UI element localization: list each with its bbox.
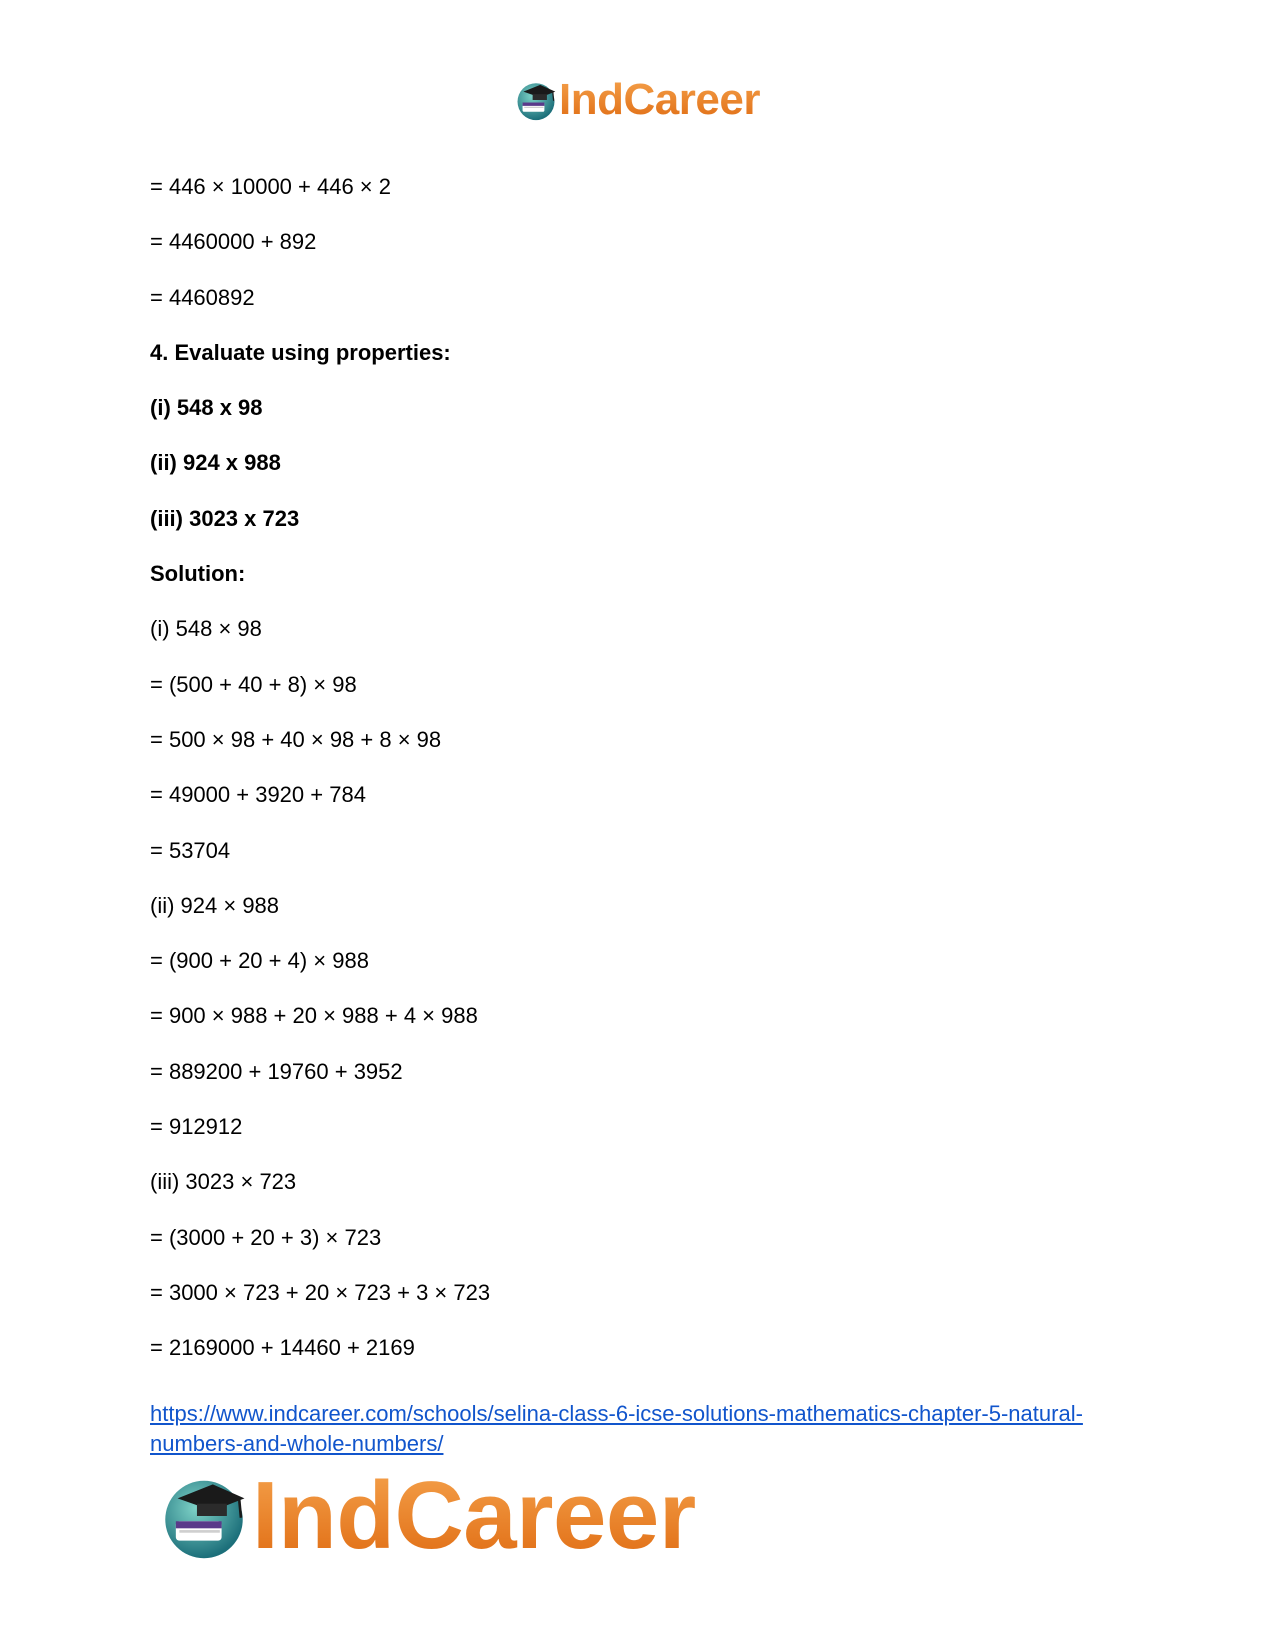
logo-text: IndCareer [559, 75, 760, 124]
question-text-line: 4. Evaluate using properties: [150, 339, 451, 365]
solution-step-line: (iii) 3023 × 723 [150, 1169, 297, 1195]
solution-step-line: = 53704 [150, 837, 231, 863]
solution-step-line: = 500 × 98 + 40 × 98 + 8 × 98 [150, 726, 442, 752]
solution-step-line: = 889200 + 19760 + 3952 [150, 1058, 403, 1084]
logo-text-large: IndCareer [252, 1462, 696, 1569]
solution-step-line: = 912912 [150, 1114, 243, 1140]
logo-large [160, 1462, 696, 1569]
question-text-line: Solution: [150, 561, 246, 587]
source-link-line-2[interactable]: numbers-and-whole-numbers/ [150, 1431, 444, 1456]
source-link[interactable] [150, 1399, 1150, 1459]
solution-step-line: = (500 + 40 + 8) × 98 [150, 671, 357, 697]
solution-step-line: (ii) 924 × 988 [150, 892, 280, 918]
document-body [150, 174, 1150, 1391]
solution-step-line: = 4460892 [150, 284, 255, 310]
source-link-line-1[interactable]: https://www.indcareer.com/schools/selina-class-6-icse-solutions-mathematics-chapter-5-natural- [150, 1401, 1083, 1426]
graduation-globe-icon [515, 79, 557, 121]
logo [515, 75, 760, 124]
solution-step-line: (i) 548 × 98 [150, 616, 262, 642]
question-text-line: (ii) 924 x 988 [150, 450, 281, 476]
graduation-globe-icon [160, 1472, 248, 1560]
solution-step-line: = 446 × 10000 + 446 × 2 [150, 174, 392, 199]
header-logo [0, 75, 1275, 124]
solution-step-line: = 4460000 + 892 [150, 229, 317, 255]
question-text-line: (i) 548 x 98 [150, 395, 263, 421]
solution-step-line: = 49000 + 3920 + 784 [150, 782, 366, 808]
question-text-line: (iii) 3023 x 723 [150, 505, 300, 531]
solution-step-line: = 2169000 + 14460 + 2169 [150, 1335, 415, 1361]
footer-logo [160, 1462, 696, 1569]
solution-step-line: = (900 + 20 + 4) × 988 [150, 948, 369, 974]
solution-step-line: = (3000 + 20 + 3) × 723 [150, 1224, 382, 1250]
solution-step-line: = 900 × 988 + 20 × 988 + 4 × 988 [150, 1003, 478, 1029]
solution-step-line: = 3000 × 723 + 20 × 723 + 3 × 723 [150, 1279, 491, 1305]
